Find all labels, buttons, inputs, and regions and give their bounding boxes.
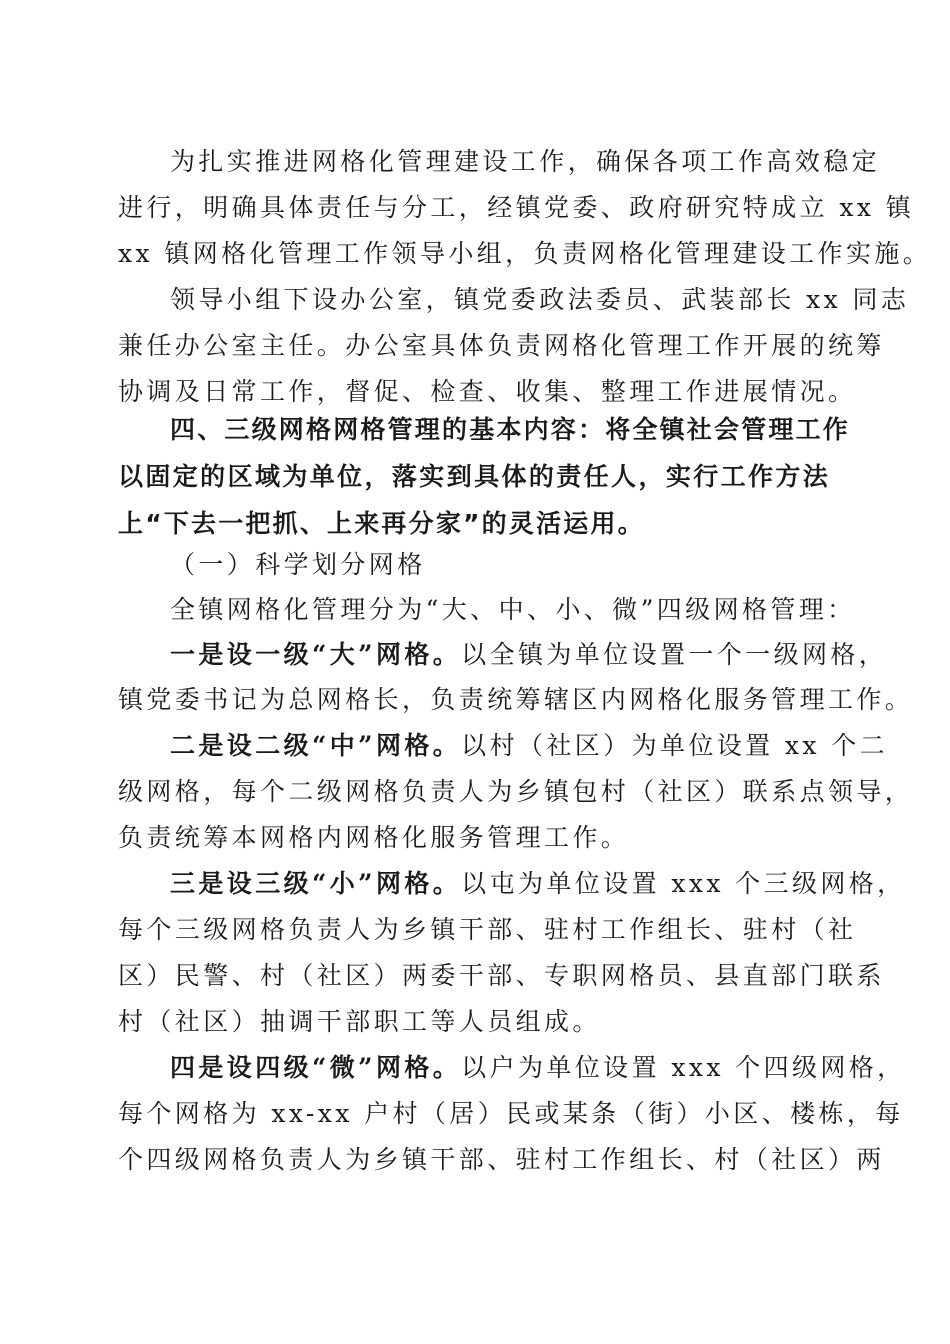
grid-level-4-line-1 (170, 1045, 906, 1091)
grid-level-3-line-4: 村（社区）抽调干部职工等人员组成。 (118, 1007, 601, 1036)
grid-level-1-line-2: 镇党委书记为总网格长，负责统筹辖区内网格化服务管理工作。 (118, 685, 914, 714)
grid-level-3-text: 以屯为单位设置 xxx 个三级网格， (461, 869, 906, 898)
paragraph-3: 全镇网格化管理分为“大、中、小、微”四级网格管理： (170, 595, 856, 624)
grid-level-3-line-3: 区）民警、村（社区）两委干部、专职网格员、县直部门联系 (118, 961, 885, 990)
grid-level-2-lead: 二是设二级“中”网格。 (170, 731, 462, 760)
section-heading-line-1: 四、三级网格网格管理的基本内容：将全镇社会管理工作 (170, 415, 851, 444)
grid-level-4-line-3: 个四级网格负责人为乡镇干部、驻村工作组长、村（社区）两 (118, 1145, 885, 1174)
grid-level-2-line-2: 级网格，每个二级网格负责人为乡镇包村（社区）联系点领导， (118, 777, 914, 806)
grid-level-2-line-1 (170, 723, 889, 769)
paragraph-1-line-2: 进行，明确具体责任与分工，经镇党委、政府研究特成立 xx 镇 (118, 193, 915, 222)
grid-level-4-text: 以户为单位设置 xxx 个四级网格， (461, 1053, 906, 1082)
grid-level-1-lead: 一是设一级“大”网格。 (170, 640, 462, 669)
section-heading-line-3: 上“下去一把抓、上来再分家”的灵活运用。 (118, 509, 645, 538)
paragraph-1-line-1: 为扎实推进网格化管理建设工作，确保各项工作高效稳定 (170, 147, 881, 176)
paragraph-2-line-1: 领导小组下设办公室，镇党委政法委员、武装部长 xx 同志 (170, 285, 910, 314)
grid-level-3-lead: 三是设三级“小”网格。 (170, 869, 462, 898)
grid-level-2-text: 以村（社区）为单位设置 xx 个二 (461, 731, 889, 760)
grid-level-1-line-1 (170, 632, 888, 678)
paragraph-1-line-3: xx 镇网格化管理工作领导小组，负责网格化管理建设工作实施。 (118, 239, 932, 268)
grid-level-3-line-2: 每个三级网格负责人为乡镇干部、驻村工作组长、驻村（社 (118, 915, 857, 944)
grid-level-4-line-2: 每个网格为 xx-xx 户村（居）民或某条（街）小区、楼栋，每 (118, 1099, 904, 1128)
grid-level-1-text: 以全镇为单位设置一个一级网格， (461, 640, 888, 669)
grid-level-2-line-3: 负责统筹本网格内网格化服务管理工作。 (118, 823, 630, 852)
paragraph-2-line-3: 协调及日常工作，督促、检查、收集、整理工作进展情况。 (118, 377, 857, 406)
grid-level-4-lead: 四是设四级“微”网格。 (170, 1053, 462, 1082)
section-heading-line-2: 以固定的区域为单位，落实到具体的责任人，实行工作方法 (118, 462, 830, 491)
grid-level-3-line-1 (170, 861, 906, 907)
subheading-1: （一）科学划分网格 (170, 550, 426, 579)
paragraph-2-line-2: 兼任办公室主任。办公室具体负责网格化管理工作开展的统筹 (118, 331, 885, 360)
